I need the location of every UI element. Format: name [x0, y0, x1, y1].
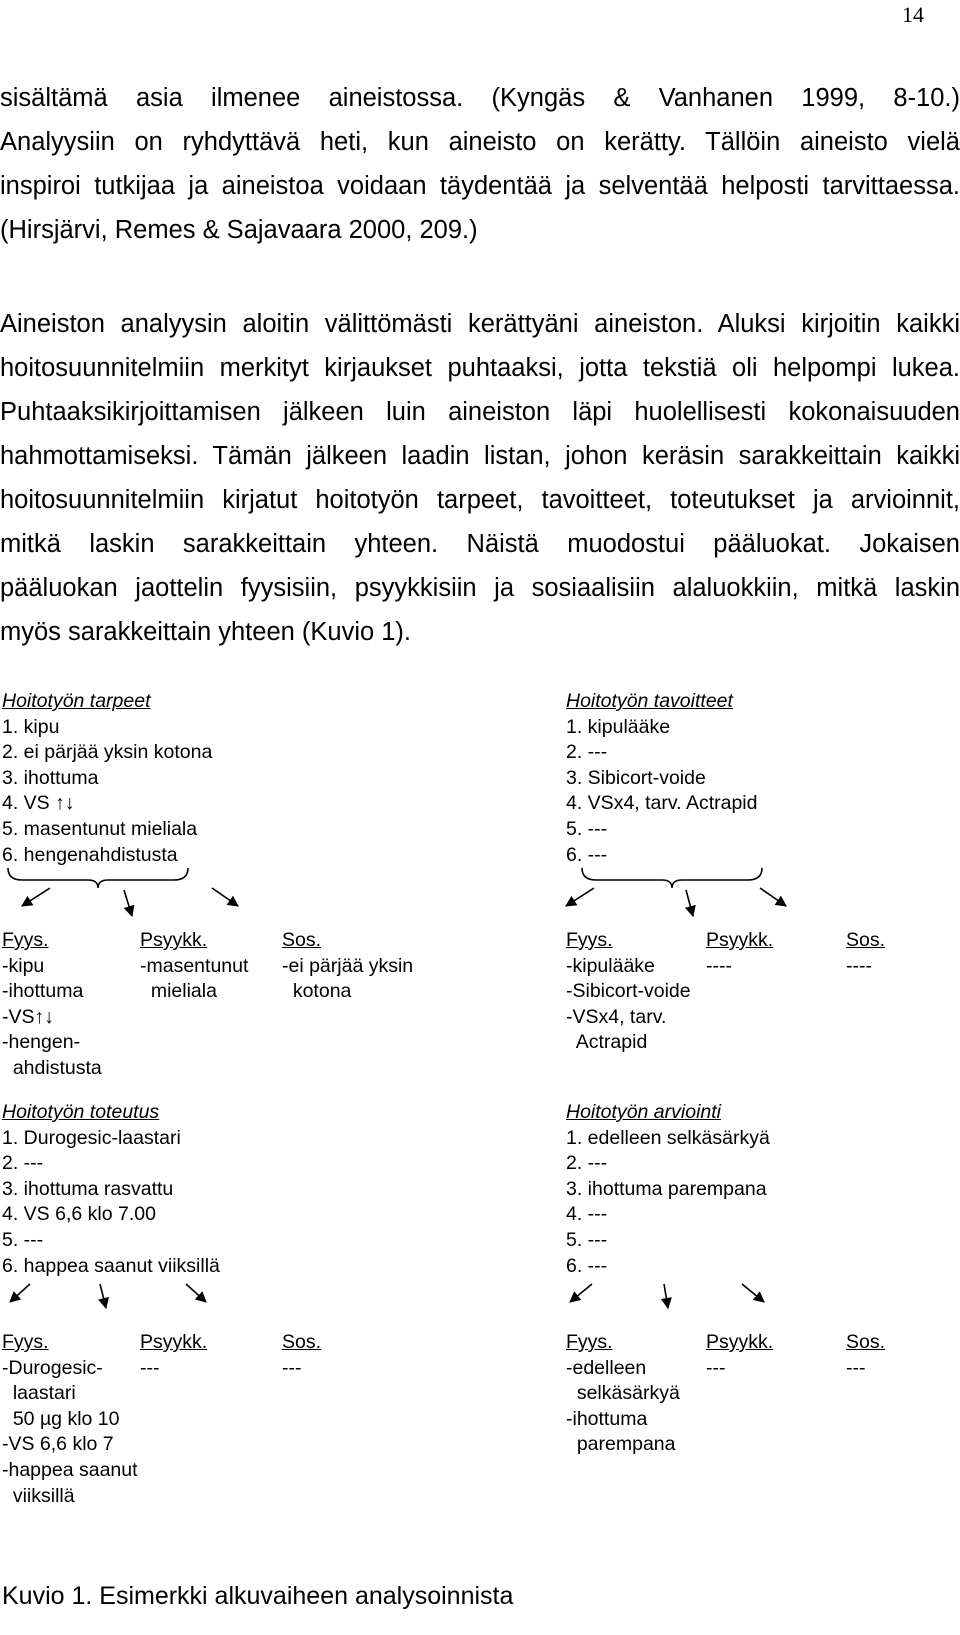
- arrow-down-right: [186, 1284, 206, 1302]
- class-line: selkäsärkyä: [566, 1382, 680, 1405]
- list-item: 6. ---: [566, 843, 608, 866]
- class-line: ---: [846, 1356, 866, 1379]
- arrow-down-left: [22, 888, 50, 906]
- text-line: (Hirsjärvi, Remes & Sajavaara 2000, 209.): [0, 216, 478, 244]
- arrow-down: [664, 1284, 668, 1308]
- arrow-down: [100, 1284, 106, 1308]
- class-line: ----: [706, 954, 732, 977]
- list-item: 3. ihottuma rasvattu: [2, 1177, 174, 1200]
- class-line: Actrapid: [566, 1031, 648, 1054]
- arrow-down: [686, 890, 693, 916]
- list-item: 1. edelleen selkäsärkyä: [566, 1126, 770, 1149]
- arrow-down-left: [566, 888, 594, 906]
- fyys-heading: Fyys.: [566, 929, 613, 951]
- list-item: 1. kipulääke: [566, 715, 671, 738]
- class-line: ---: [140, 1356, 160, 1379]
- class-line: kotona: [282, 980, 352, 1003]
- list-item: 4. VS ↑↓: [2, 792, 75, 815]
- toteutus-sos: [282, 1330, 321, 1381]
- list-item: 5. masentunut mieliala: [2, 817, 198, 840]
- arrow-down: [124, 890, 132, 916]
- fyys-heading: Fyys.: [2, 1331, 49, 1353]
- class-line: -ei pärjää yksin: [282, 954, 414, 977]
- class-line: -edelleen: [566, 1356, 647, 1379]
- brace-right: [582, 868, 762, 888]
- class-line: -Durogesic-: [2, 1356, 103, 1379]
- list-item: 2. ---: [566, 1152, 608, 1175]
- list-item: 5. ---: [2, 1228, 44, 1251]
- class-line: -happea saanut: [2, 1458, 138, 1481]
- tarpeet-heading: Hoitotyön tarpeet: [2, 690, 151, 712]
- arrow-down-right: [760, 888, 786, 906]
- tarpeet-fyys: [2, 928, 102, 1082]
- arrow-down-right: [742, 1284, 764, 1302]
- text-line: myös sarakkeittain yhteen (Kuvio 1).: [0, 618, 412, 646]
- class-line: -VS 6,6 klo 7: [2, 1433, 114, 1456]
- arviointi-psyykk: [706, 1330, 773, 1381]
- toteutus-fyys: [2, 1330, 138, 1509]
- sos-heading: Sos.: [282, 929, 322, 951]
- arviointi-list: [566, 1100, 770, 1279]
- list-item: 1. Durogesic-laastari: [2, 1126, 181, 1149]
- list-item: 3. ihottuma: [2, 766, 99, 789]
- psyykk-heading: Psyykk.: [706, 1331, 774, 1353]
- class-line: viiksillä: [2, 1484, 75, 1507]
- text-line: hoitosuunnitelmiin merkityt kirjaukset puhtaaksi, jotta tekstiä oli helpompi lukea.: [0, 354, 960, 382]
- tavoitteet-psyykk: [706, 928, 773, 979]
- psyykk-heading: Psyykk.: [140, 1331, 208, 1353]
- fyys-heading: Fyys.: [2, 929, 49, 951]
- sos-heading: Sos.: [846, 1331, 886, 1353]
- class-line: -VSx4, tarv.: [566, 1005, 667, 1028]
- list-item: 6. hengenahdistusta: [2, 843, 178, 866]
- list-item: 6. happea saanut viiksillä: [2, 1254, 220, 1277]
- class-line: mieliala: [140, 980, 217, 1003]
- class-line: -masentunut: [140, 954, 249, 977]
- text-line: pääluokan jaottelin fyysisiin, psyykkisiin ja sosiaalisiin alaluokkiin, mitkä laskin: [0, 574, 960, 602]
- sos-heading: Sos.: [282, 1331, 322, 1353]
- tavoitteet-sos: [846, 928, 885, 979]
- class-line: -Sibicort-voide: [566, 980, 691, 1003]
- arviointi-fyys: [566, 1330, 680, 1458]
- page-number: 14: [902, 2, 924, 27]
- tavoitteet-fyys: [566, 928, 691, 1056]
- class-line: -VS↑↓: [2, 1005, 55, 1028]
- toteutus-list: [2, 1100, 220, 1279]
- list-item: 2. ei pärjää yksin kotona: [2, 741, 213, 764]
- arrow-down-right: [212, 888, 238, 906]
- brace-left: [8, 868, 188, 888]
- arrow-down-left: [570, 1284, 592, 1302]
- list-item: 2. ---: [2, 1152, 44, 1175]
- class-line: parempana: [566, 1433, 676, 1456]
- text-line: sisältämä asia ilmenee aineistossa. (Kyngäs & Vanhanen 1999, 8-10.): [0, 84, 960, 112]
- tavoitteet-heading: Hoitotyön tavoitteet: [566, 690, 733, 712]
- arrow-down-left: [10, 1284, 30, 1302]
- class-line: ahdistusta: [2, 1056, 102, 1079]
- sos-heading: Sos.: [846, 929, 886, 951]
- text-line: hahmottamiseksi. Tämän jälkeen laadin listan, johon keräsin sarakkeittain kaikki: [0, 442, 960, 470]
- list-item: 1. kipu: [2, 715, 60, 738]
- figure-caption: Kuvio 1. Esimerkki alkuvaiheen analysoinnista: [2, 1582, 514, 1610]
- class-line: -ihottuma: [566, 1407, 648, 1430]
- tarpeet-sos: [282, 928, 413, 1005]
- class-line: 50 µg klo 10: [2, 1407, 120, 1430]
- text-line: inspiroi tutkijaa ja aineistoa voidaan täydentää ja selventää helposti tarvittaessa.: [0, 172, 960, 200]
- text-line: Analyysiin on ryhdyttävä heti, kun aineisto on kerätty. Tällöin aineisto vielä: [0, 128, 960, 156]
- class-line: -hengen-: [2, 1031, 81, 1054]
- toteutus-psyykk: [140, 1330, 207, 1381]
- list-item: 4. VS 6,6 klo 7.00: [2, 1203, 156, 1226]
- class-line: ---: [282, 1356, 302, 1379]
- list-item: 4. ---: [566, 1203, 608, 1226]
- list-item: 5. ---: [566, 817, 608, 840]
- class-line: ---: [706, 1356, 726, 1379]
- tarpeet-psyykk: [140, 928, 248, 1005]
- list-item: 6. ---: [566, 1254, 608, 1277]
- list-item: 4. VSx4, tarv. Actrapid: [566, 792, 758, 815]
- list-item: 3. ihottuma parempana: [566, 1177, 767, 1200]
- class-line: laastari: [2, 1382, 76, 1405]
- list-item: 5. ---: [566, 1228, 608, 1251]
- toteutus-heading: Hoitotyön toteutus: [2, 1101, 160, 1123]
- arviointi-heading: Hoitotyön arviointi: [566, 1101, 721, 1123]
- text-line: hoitosuunnitelmiin kirjatut hoitotyön tarpeet, tavoitteet, toteutukset ja arvioinnit,: [0, 486, 960, 514]
- arviointi-sos: [846, 1330, 885, 1381]
- class-line: ----: [846, 954, 872, 977]
- list-item: 2. ---: [566, 741, 608, 764]
- text-line: mitkä laskin sarakkeittain yhteen. Näistä muodostui pääluokat. Jokaisen: [0, 530, 960, 558]
- list-item: 3. Sibicort-voide: [566, 766, 706, 789]
- text-line: Aineiston analyysin aloitin välittömästi kerättyäni aineiston. Aluksi kirjoitin kaikki: [0, 310, 960, 338]
- class-line: -ihottuma: [2, 980, 84, 1003]
- text-line: Puhtaaksikirjoittamisen jälkeen luin aineiston läpi huolellisesti kokonaisuuden: [0, 398, 960, 426]
- psyykk-heading: Psyykk.: [706, 929, 774, 951]
- fyys-heading: Fyys.: [566, 1331, 613, 1353]
- class-line: -kipulääke: [566, 954, 655, 977]
- psyykk-heading: Psyykk.: [140, 929, 208, 951]
- class-line: -kipu: [2, 954, 45, 977]
